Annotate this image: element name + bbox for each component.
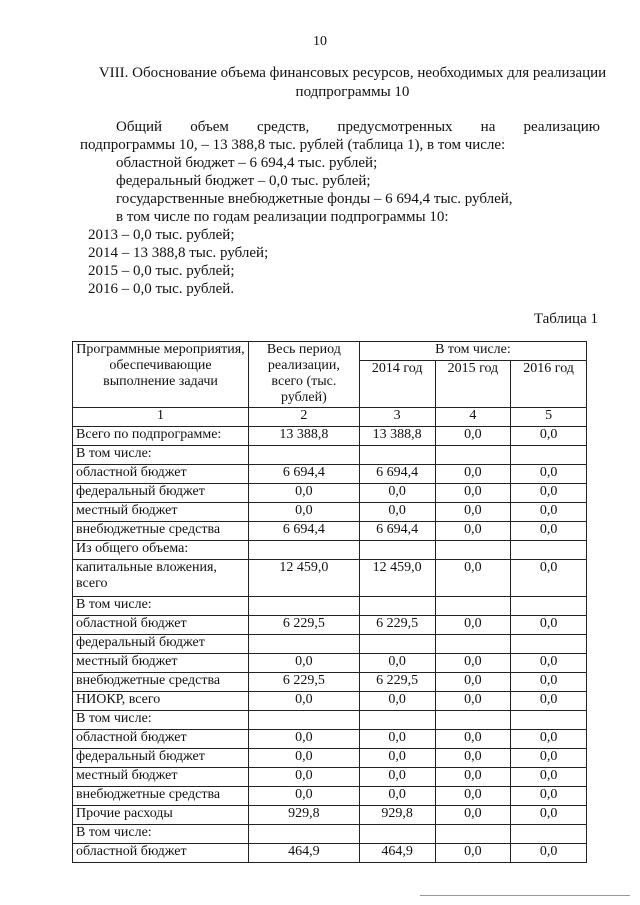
row-value: 0,0 xyxy=(435,844,511,863)
header-2016: 2016 год xyxy=(511,361,587,408)
page-number: 10 xyxy=(313,34,327,49)
year-2015-line: 2015 – 0,0 тыс. рублей; xyxy=(88,263,235,279)
row-value xyxy=(435,825,511,844)
row-value: 13 388,8 xyxy=(248,427,359,446)
row-value: 0,0 xyxy=(435,730,511,749)
header-activities: Программные мероприятия, обеспечивающие выполнение задачи xyxy=(73,342,249,408)
row-value: 0,0 xyxy=(248,692,359,711)
row-value: 0,0 xyxy=(248,749,359,768)
row-label: областной бюджет xyxy=(73,465,249,484)
row-value xyxy=(511,711,587,730)
row-label: внебюджетные средства xyxy=(73,673,249,692)
table-row xyxy=(73,503,587,522)
table-row xyxy=(73,541,587,560)
row-label: В том числе: xyxy=(73,597,249,616)
table-row xyxy=(73,768,587,787)
row-value: 0,0 xyxy=(511,654,587,673)
row-label: Прочие расходы xyxy=(73,806,249,825)
table-row xyxy=(73,844,587,863)
row-label: В том числе: xyxy=(73,446,249,465)
row-value: 0,0 xyxy=(359,787,435,806)
row-value: 6 229,5 xyxy=(359,616,435,635)
row-value: 0,0 xyxy=(511,522,587,541)
row-value xyxy=(359,825,435,844)
table-row xyxy=(73,673,587,692)
row-value: 0,0 xyxy=(359,503,435,522)
row-label: федеральный бюджет xyxy=(73,484,249,503)
row-value: 464,9 xyxy=(359,844,435,863)
row-label: внебюджетные средства xyxy=(73,787,249,806)
column-number: 4 xyxy=(435,408,511,427)
financing-table xyxy=(72,341,587,863)
row-value: 0,0 xyxy=(435,484,511,503)
row-value: 0,0 xyxy=(511,427,587,446)
row-label: местный бюджет xyxy=(73,503,249,522)
table-row xyxy=(73,806,587,825)
table-row xyxy=(73,522,587,541)
year-2016-line: 2016 – 0,0 тыс. рублей. xyxy=(88,281,235,297)
column-number: 3 xyxy=(359,408,435,427)
header-including: В том числе: xyxy=(359,342,586,361)
row-value: 464,9 xyxy=(248,844,359,863)
table-row xyxy=(73,446,587,465)
row-value: 0,0 xyxy=(435,503,511,522)
row-value: 0,0 xyxy=(511,768,587,787)
row-value: 0,0 xyxy=(359,484,435,503)
row-value xyxy=(248,446,359,465)
row-value: 0,0 xyxy=(435,616,511,635)
table-row xyxy=(73,484,587,503)
row-value: 0,0 xyxy=(359,749,435,768)
row-value: 0,0 xyxy=(248,503,359,522)
row-value: 0,0 xyxy=(511,503,587,522)
row-value: 6 229,5 xyxy=(248,673,359,692)
column-number: 5 xyxy=(511,408,587,427)
row-label: В том числе: xyxy=(73,711,249,730)
row-value: 0,0 xyxy=(435,692,511,711)
column-number: 1 xyxy=(73,408,249,427)
row-value: 6 694,4 xyxy=(359,522,435,541)
year-2013-line: 2013 – 0,0 тыс. рублей; xyxy=(88,227,235,243)
row-value xyxy=(359,597,435,616)
row-value xyxy=(435,635,511,654)
intro-line-1: Общий объем средств, предусмотренных на реализацию xyxy=(116,119,600,135)
row-value xyxy=(511,541,587,560)
row-value: 0,0 xyxy=(435,673,511,692)
row-value: 0,0 xyxy=(511,692,587,711)
row-value xyxy=(248,711,359,730)
row-value: 0,0 xyxy=(511,465,587,484)
table-row xyxy=(73,597,587,616)
row-label: областной бюджет xyxy=(73,616,249,635)
row-value: 0,0 xyxy=(511,484,587,503)
table-caption: Таблица 1 xyxy=(533,311,598,327)
federal-budget-line: федеральный бюджет – 0,0 тыс. рублей; xyxy=(116,173,371,189)
year-2014-line: 2014 – 13 388,8 тыс. рублей; xyxy=(88,245,269,261)
row-value: 0,0 xyxy=(435,522,511,541)
header-2014: 2014 год xyxy=(359,361,435,408)
row-value xyxy=(248,541,359,560)
table-row xyxy=(73,749,587,768)
row-value: 0,0 xyxy=(248,730,359,749)
row-label: В том числе: xyxy=(73,825,249,844)
row-value: 0,0 xyxy=(359,654,435,673)
row-value: 0,0 xyxy=(248,484,359,503)
heading-line-1: VIII. Обоснование объема финансовых ресурсов, необходимых для реализации xyxy=(98,65,607,81)
table-row xyxy=(73,654,587,673)
row-value xyxy=(435,711,511,730)
row-value: 0,0 xyxy=(248,787,359,806)
by-years-line: в том числе по годам реализации подпрограммы 10: xyxy=(116,209,449,225)
row-value xyxy=(359,635,435,654)
row-value: 0,0 xyxy=(435,427,511,446)
row-label: капитальные вложения, всего xyxy=(73,560,249,597)
row-value: 0,0 xyxy=(511,560,587,597)
table-row xyxy=(73,825,587,844)
row-label: местный бюджет xyxy=(73,654,249,673)
heading-line-2: подпрограммы 10 xyxy=(295,84,410,100)
table-row xyxy=(73,427,587,446)
row-value: 0,0 xyxy=(511,730,587,749)
row-label: внебюджетные средства xyxy=(73,522,249,541)
row-value: 0,0 xyxy=(359,730,435,749)
regional-budget-line: областной бюджет – 6 694,4 тыс. рублей; xyxy=(116,155,378,171)
scan-edge-line xyxy=(420,895,630,896)
row-label: Всего по подпрограмме: xyxy=(73,427,249,446)
offbudget-funds-line: государственные внебюджетные фонды – 6 694,4 тыс. рублей, xyxy=(116,191,513,207)
row-value: 0,0 xyxy=(511,616,587,635)
row-value: 0,0 xyxy=(511,673,587,692)
row-value: 0,0 xyxy=(511,749,587,768)
row-value: 0,0 xyxy=(248,654,359,673)
row-value: 0,0 xyxy=(435,806,511,825)
row-value: 0,0 xyxy=(359,768,435,787)
row-value: 0,0 xyxy=(511,844,587,863)
row-value xyxy=(359,446,435,465)
table-row xyxy=(73,635,587,654)
row-value: 0,0 xyxy=(248,768,359,787)
table-row xyxy=(73,465,587,484)
table-row xyxy=(73,692,587,711)
row-value: 929,8 xyxy=(359,806,435,825)
row-value: 0,0 xyxy=(435,749,511,768)
row-value xyxy=(435,446,511,465)
column-number: 2 xyxy=(248,408,359,427)
intro-text xyxy=(80,118,600,298)
intro-line-2: подпрограммы 10, – 13 388,8 тыс. рублей (таблица 1), в том числе: xyxy=(80,137,506,153)
table-row xyxy=(73,616,587,635)
table-row xyxy=(73,730,587,749)
row-value: 0,0 xyxy=(511,787,587,806)
row-value xyxy=(435,597,511,616)
row-value: 13 388,8 xyxy=(359,427,435,446)
row-label: федеральный бюджет xyxy=(73,635,249,654)
row-value: 0,0 xyxy=(359,692,435,711)
row-value: 0,0 xyxy=(435,787,511,806)
section-heading xyxy=(95,64,610,102)
row-value xyxy=(359,541,435,560)
row-label: федеральный бюджет xyxy=(73,749,249,768)
row-value: 6 229,5 xyxy=(248,616,359,635)
row-value: 0,0 xyxy=(435,768,511,787)
row-label: Из общего объема: xyxy=(73,541,249,560)
table-row xyxy=(73,560,587,597)
row-value: 6 694,4 xyxy=(359,465,435,484)
row-value: 0,0 xyxy=(435,654,511,673)
row-label: областной бюджет xyxy=(73,844,249,863)
row-value xyxy=(248,597,359,616)
row-value xyxy=(248,635,359,654)
row-value: 12 459,0 xyxy=(359,560,435,597)
header-total-period: Весь период реализации, всего (тыс. рублей) xyxy=(248,342,359,408)
row-value xyxy=(359,711,435,730)
row-label: НИОКР, всего xyxy=(73,692,249,711)
table-body xyxy=(73,427,587,863)
row-value xyxy=(435,541,511,560)
row-value: 0,0 xyxy=(435,465,511,484)
row-label: областной бюджет xyxy=(73,730,249,749)
column-numbers-row xyxy=(73,408,587,427)
row-value: 6 694,4 xyxy=(248,522,359,541)
row-value xyxy=(248,825,359,844)
row-value: 6 229,5 xyxy=(359,673,435,692)
row-value xyxy=(511,446,587,465)
row-value xyxy=(511,635,587,654)
table-row xyxy=(73,711,587,730)
row-value: 12 459,0 xyxy=(248,560,359,597)
table-row xyxy=(73,787,587,806)
row-value xyxy=(511,825,587,844)
row-value: 929,8 xyxy=(248,806,359,825)
row-label: местный бюджет xyxy=(73,768,249,787)
row-value: 0,0 xyxy=(511,806,587,825)
row-value: 0,0 xyxy=(435,560,511,597)
header-2015: 2015 год xyxy=(435,361,511,408)
row-value: 6 694,4 xyxy=(248,465,359,484)
row-value xyxy=(511,597,587,616)
